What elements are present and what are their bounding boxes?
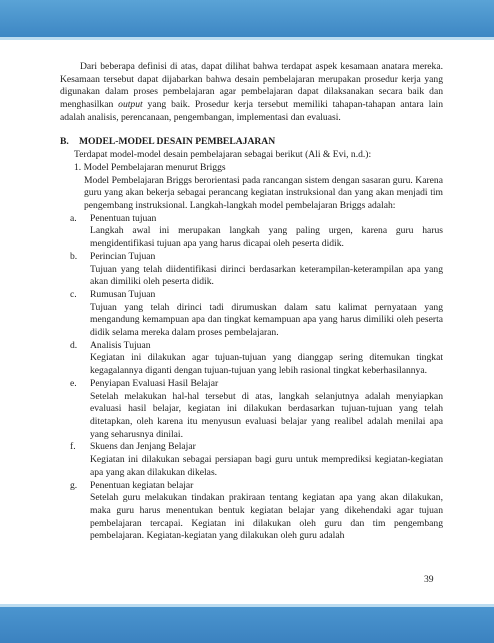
step-body: Tujuan yang telah diidentifikasi dirinci berdasarkan keterampilan-keterampilan apa yang akan dimiliki oleh peserta didik. bbox=[90, 263, 443, 288]
step-letter: b. bbox=[70, 250, 78, 262]
step-letter: f. bbox=[70, 441, 76, 453]
intro-italic-word: output bbox=[118, 99, 143, 111]
step-body: Kegiatan ini dilakukan sebagai persiapan bagi guru untuk memprediksi kegiatan-kegiatan apa yang akan dilakukan dikelas. bbox=[90, 454, 443, 478]
page-content bbox=[60, 61, 443, 543]
step-body: Setelah guru melakukan tindakan prakiraan tentang kegiatan apa yang akan dilakukan, maka guru harus menentukan bentuk kegiatan belajar yang dikehendaki agar tujuan pembelajaran tercapai. Kegiatan ini dilakukan oleh guru dan tim pengembang pembelajaran. Kegiatan-kegiatan yang dilakukan oleh guru adalah bbox=[90, 492, 443, 542]
step-item bbox=[70, 480, 443, 493]
section-title: MODEL-MODEL DESAIN PEMBELAJARAN bbox=[79, 135, 276, 147]
step-body: Langkah awal ini merupakan langkah yang paling urgen, karena guru harus mengidentifikasi tujuan apa yang harus dicapai oleh peserta didik. bbox=[90, 225, 443, 250]
step-item bbox=[70, 289, 443, 302]
step-body: Tujuan yang telah dirinci tadi dirumuskan dalam satu kalimat pernyataan yang mengandung kemampuan apa dan tingkat kemampuan apa yang harus dimiliki oleh peserta didik selama mereka dalam proses pembelajaran. bbox=[90, 301, 443, 339]
footer-band bbox=[0, 604, 494, 643]
step-item bbox=[70, 441, 443, 454]
intro-text-1: Dari beberapa definisi di atas, dapat dilihat bahwa terdapat aspek kesamaan anatara mereka. Kesamaan tersebut dapat dijabarkan bahwa desain pembelajaran merupakan prosedur kerja yang digunakan dalam proses pembelajaran agar pembelajaran dapat dilaksanakan secara baik dan menghasilkan bbox=[60, 61, 443, 111]
section-lead: Terdapat model-model desain pembelajaran sebagai berikut (Ali & Evi, n.d.): bbox=[74, 149, 372, 161]
intro-paragraph bbox=[60, 61, 443, 125]
step-item bbox=[70, 378, 443, 391]
step-title: Rumusan Tujuan bbox=[90, 288, 156, 300]
steps-list bbox=[60, 213, 443, 543]
page-number: 39 bbox=[424, 574, 434, 585]
section-letter: B. bbox=[60, 135, 69, 147]
step-letter: d. bbox=[70, 339, 78, 351]
step-title: Penentuan tujuan bbox=[90, 212, 157, 224]
step-item bbox=[70, 251, 443, 264]
step-letter: a. bbox=[70, 212, 77, 224]
step-letter: g. bbox=[70, 479, 78, 491]
model-body: Model Pembelajaran Briggs berorientasi pada rancangan sistem dengan sasaran guru. Karena guru yang akan bekerja sebagai perancang kegiatan instruksional dan yang akan menjadi tim pengembang instruksional. Langkah-langkah model pembelajaran Briggs adalah: bbox=[84, 174, 443, 212]
step-item bbox=[70, 340, 443, 353]
step-title: Analisis Tujuan bbox=[90, 339, 151, 351]
step-title: Penentuan kegiatan belajar bbox=[90, 479, 194, 491]
step-title: Skuens dan Jenjang Belajar bbox=[90, 441, 196, 453]
step-item bbox=[70, 213, 443, 226]
step-letter: c. bbox=[70, 288, 77, 300]
step-body: Setelah melakukan hal-hal tersebut di atas, langkah selanjutnya adalah menyiapkan evaluasi hasil belajar, kegiatan ini dilakukan berdasarkan tujuan-tujuan yang telah ditetapkan, oleh karena itu menyusun evaluasi belajar yang realibel adalah menilai apa yang seharusnya dinilai. bbox=[90, 390, 443, 440]
step-title: Penyiapan Evaluasi Hasil Belajar bbox=[90, 377, 219, 389]
header-band bbox=[0, 0, 494, 40]
step-body: Kegiatan ini dilakukan agar tujuan-tujuan yang dianggap sering ditemukan tingkat kegagalannya diganti dengan tujuan-tujuan yang lebih rasional tingkat keberhasilannya. bbox=[90, 352, 443, 377]
intro-text-2: yang baik. Prosedur kerja tersebut memiliki tahapan-tahapan antara lain adalah analisis, perencanaan, pengembangan, implementasi dan evaluasi. bbox=[60, 99, 443, 123]
step-title: Perincian Tujuan bbox=[90, 250, 156, 262]
model-title: 1. Model Pembelajaran menurut Briggs bbox=[74, 161, 226, 173]
section-heading bbox=[60, 136, 443, 149]
step-letter: e. bbox=[70, 377, 77, 389]
